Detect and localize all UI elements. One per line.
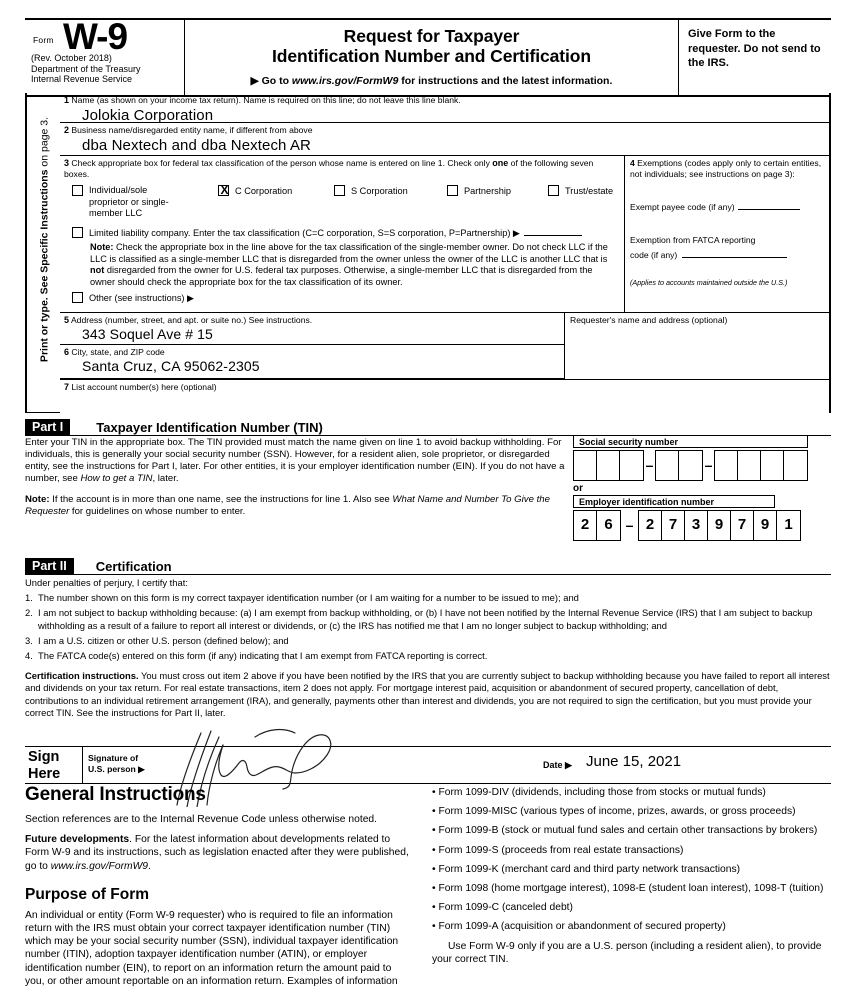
ein-digit-7[interactable]: 7	[731, 511, 754, 540]
ein-caption: Employer identification number	[573, 495, 775, 508]
certification-item-4-text: The FATCA code(s) entered on this form (if any) indicating that I am exempt from FATCA reporting is correct.	[38, 650, 488, 662]
purpose-of-form-heading: Purpose of Form	[25, 885, 150, 903]
exempt-payee-code-row	[630, 200, 826, 213]
signature-of-line-2: U.S. person ▶	[88, 763, 145, 774]
ssn-digit-9[interactable]	[784, 451, 807, 480]
line-3-label-row	[60, 156, 612, 179]
llc-note-text-2: disregarded from the owner for U.S. federal tax purposes. Otherwise, a single-member LLC that is disregarded from the owner should check the appropriate box for the tax classification of its owner.	[90, 265, 593, 287]
certification-item-3	[25, 635, 831, 647]
line-6-city-state-zip-row	[60, 345, 565, 379]
line-3-classification-row	[60, 156, 831, 313]
checkbox-c-corporation[interactable]	[218, 185, 292, 196]
date-value[interactable]: June 15, 2021	[586, 753, 682, 770]
bullet-1099-k: • Form 1099-K (merchant card and third party network transactions)	[432, 863, 741, 875]
fatca-applies-note: (Applies to accounts maintained outside the U.S.)	[630, 277, 788, 287]
checkbox-label-trust-estate: Trust/estate	[565, 186, 614, 196]
ein-digit-6[interactable]: 9	[708, 511, 731, 540]
llc-note-bold: Note:	[90, 242, 114, 252]
part-2-title: Certification	[95, 559, 172, 574]
bullet-1099-b: • Form 1099-B (stock or mutual fund sales and certain other transactions by brokers)	[432, 825, 818, 837]
goto-suffix: for instructions and the latest information.	[398, 75, 613, 87]
sidebar-vertical-text	[39, 80, 52, 400]
ssn-group-1[interactable]	[573, 450, 644, 481]
tin-entry-area	[573, 435, 808, 541]
section-references-paragraph: Section references are to the Internal Revenue Code unless otherwise noted.	[25, 814, 378, 825]
ein-group-2[interactable]	[638, 510, 801, 541]
checkbox-box-partnership[interactable]	[447, 185, 458, 196]
bullet-1099-div: • Form 1099-DIV (dividends, including those from stocks or mutual funds)	[432, 787, 766, 798]
line-6-label-row	[60, 345, 564, 358]
line-1-number: 1	[64, 95, 70, 105]
part-1-instructions	[25, 437, 565, 519]
checkbox-label-llc: Limited liability company. Enter the tax classification (C=C corporation, S=S corporation, P=Partnership) ▶	[89, 228, 520, 238]
ein-digit-4[interactable]: 7	[662, 511, 685, 540]
ein-cell-group[interactable]	[573, 510, 808, 541]
llc-classification-input[interactable]	[524, 226, 582, 236]
checkbox-other[interactable]	[72, 292, 194, 304]
line-1-label: Name (as shown on your income tax return). Name is required on this line; do not leave this line blank.	[71, 95, 461, 105]
ssn-digit-1[interactable]	[574, 451, 597, 480]
ein-digit-5[interactable]: 3	[685, 511, 708, 540]
use-form-w9-closing-paragraph: Use Form W-9 only if you are a U.S. person (including a resident alien), to provide your correct TIN.	[432, 940, 822, 965]
tin-or-separator: or	[573, 483, 583, 494]
line-7-number: 7	[64, 382, 70, 392]
ein-digit-2[interactable]: 6	[604, 516, 613, 533]
certification-item-1-text: The number shown on this form is my correct taxpayer identification number (or I am waiting for a number to be issued to me); and	[38, 592, 579, 604]
ssn-digit-3[interactable]	[620, 451, 643, 480]
line-5-value[interactable]: 343 Soquel Ave # 15	[82, 325, 213, 342]
fatca-code-input[interactable]	[682, 248, 787, 258]
line-4-number: 4	[630, 158, 635, 168]
bullet-1099-c: • Form 1099-C (canceled debt)	[432, 902, 573, 914]
form-word-label: Form	[33, 35, 54, 45]
line-5-address-cell	[60, 313, 565, 345]
line-2-label: Business name/disregarded entity name, if different from above	[71, 125, 313, 135]
signature-row	[25, 746, 831, 784]
future-developments-text: . For the latest information about developments related to Form W-9 and its instructions, such as legislation enacted after they were published, go to	[25, 834, 409, 872]
fatca-code-row	[630, 248, 826, 261]
ssn-caption: Social security number	[573, 435, 808, 448]
signature-field[interactable]	[83, 747, 383, 783]
certification-intro: Under penalties of perjury, I certify that:	[25, 577, 188, 588]
checkbox-label-partnership: Partnership	[464, 186, 511, 196]
goto-prefix: ▶ Go to	[250, 75, 292, 87]
line-2-label-row	[60, 123, 831, 136]
line-1-name-row	[60, 93, 831, 123]
ssn-group-3[interactable]	[714, 450, 808, 481]
general-instructions-heading: General Instructions	[25, 784, 206, 805]
ssn-digit-6[interactable]	[715, 451, 738, 480]
date-label: Date ▶	[543, 760, 572, 770]
print-or-type-sidebar	[25, 93, 60, 413]
certification-item-2	[25, 607, 831, 631]
ein-group-1[interactable]	[573, 510, 621, 541]
line-2-business-name-row	[60, 123, 831, 156]
future-developments-end: .	[148, 860, 151, 872]
part-1-body-italic: How to get a TIN	[80, 473, 153, 485]
fatca-reporting-label: Exemption from FATCA reporting	[630, 234, 756, 245]
form-title-line-2: Identification Number and Certification	[272, 46, 591, 66]
part-2-tag: Part II	[25, 558, 74, 574]
ssn-digit-8[interactable]	[761, 451, 784, 480]
line-7-label: List account number(s) here (optional)	[71, 382, 217, 392]
ssn-group-2[interactable]	[655, 450, 703, 481]
ssn-digit-7[interactable]	[738, 451, 761, 480]
certification-item-2-number: 2.	[25, 607, 33, 619]
line-6-value[interactable]: Santa Cruz, CA 95062-2305	[82, 357, 260, 374]
checkbox-box-other[interactable]	[72, 292, 83, 303]
part-1-title: Taxpayer Identification Number (TIN)	[96, 420, 323, 435]
certification-item-2-text: I am not subject to backup withholding because: (a) I am exempt from backup withholding, or (b) I have not been notified by the Internal Revenue Service (IRS) that I am subject to backup withholding as a result of a failure to report all interest or dividends, or (c) the IRS has notified me that I am no longer subject to backup withholding; and	[38, 607, 813, 631]
ein-digit-8[interactable]: 9	[754, 511, 777, 540]
checkbox-label-individual: Individual/sole proprietor or single-member LLC	[89, 185, 169, 218]
line-3-label-a: Check appropriate box for federal tax classification of the person whose name is entered on line 1. Check only	[71, 158, 493, 168]
sign-here-label	[25, 747, 83, 783]
line-5-number: 5	[64, 315, 70, 325]
checkbox-label-other: Other (see instructions) ▶	[89, 293, 195, 303]
sign-here-line-2: Here	[28, 766, 61, 782]
ein-digit-9[interactable]: 1	[784, 516, 793, 533]
line-5-address-row	[60, 313, 831, 345]
fatca-label-row	[630, 235, 826, 246]
tax-classification-area	[60, 156, 625, 313]
bullet-1098: • Form 1098 (home mortgage interest), 1098-E (student loan interest), 1098-T (tuition)	[432, 883, 824, 895]
certification-item-3-number: 3.	[25, 634, 33, 646]
certification-instructions-text: You must cross out item 2 above if you have been notified by the IRS that you are currently subject to backup withholding because you have failed to report all interest and dividends on your tax return. For real estate transactions, item 2 does not apply. For mortgage interest paid, acquisition or abandonment of secured property, cancellation of debt, contributions to an individual retirement arrangement (IRA), and generally, payments other than interest and dividends, you are not required to sign the certification, but you must provide your correct TIN. See the instructions for Part II, later.	[25, 670, 830, 718]
llc-note-text: Check the appropriate box in the line above for the tax classification of the single-member owner. Do not check LLC if the LLC is classified as a single-member LLC that is disregarded from the owner unless the owner of the LLC is another LLC that is	[90, 242, 608, 264]
checkbox-box-trust-estate[interactable]	[548, 185, 559, 196]
fatca-code-label: code (if any)	[630, 250, 678, 261]
certification-item-3-text: I am a U.S. citizen or other U.S. person (defined below); and	[38, 634, 289, 646]
ssn-digit-5[interactable]	[679, 451, 702, 480]
department-line-2: Internal Revenue Service	[31, 74, 133, 85]
part-1-note-italic: What Name and Number To Give the Requester	[25, 494, 550, 518]
give-form-notice: Give Form to the requester. Do not send to the IRS.	[688, 28, 821, 70]
ssn-dash-1: –	[645, 457, 654, 473]
requester-label: Requester's name and address (optional)	[570, 315, 728, 325]
exempt-payee-code-input[interactable]	[738, 200, 800, 210]
ein-digit-3[interactable]: 2	[639, 511, 662, 540]
llc-note-bold-2: not	[90, 265, 105, 276]
department-line-1: Department of the Treasury	[31, 63, 141, 74]
bullet-1099-misc: • Form 1099-MISC (various types of income, prizes, awards, or gross proceeds)	[432, 806, 796, 818]
certification-instructions-bold: Certification instructions.	[25, 670, 139, 682]
line-1-label-row	[60, 93, 831, 106]
irs-goto-line	[185, 75, 678, 87]
checkbox-s-corporation[interactable]	[334, 185, 408, 196]
checkbox-label-s-corporation: S Corporation	[351, 186, 408, 196]
line-2-value[interactable]: dba Nextech and dba Nextech AR	[82, 136, 311, 154]
line-6-number: 6	[64, 347, 70, 357]
future-developments-paragraph	[25, 833, 410, 873]
ssn-dash-2: –	[704, 457, 713, 473]
line-7-label-row	[60, 380, 831, 393]
checkbox-limited-liability-company[interactable]	[72, 226, 582, 239]
goto-url[interactable]: www.irs.gov/FormW9	[291, 75, 399, 87]
part-1-note-end: for guidelines on whose number to enter.	[69, 506, 246, 518]
ein-digit-1[interactable]: 2	[574, 511, 597, 540]
ssn-digit-2[interactable]	[597, 451, 620, 480]
bullet-1099-a: • Form 1099-A (acquisition or abandonment of secured property)	[432, 921, 726, 933]
part-1-tag: Part I	[25, 419, 70, 435]
future-developments-bold: Future developments	[25, 834, 130, 846]
sidebar-line-2-bold: See Specific Instructions	[38, 169, 51, 295]
line-7-account-numbers-row	[60, 379, 831, 413]
checkbox-individual-sole-proprietor[interactable]	[72, 185, 187, 220]
ssn-cell-group[interactable]	[573, 450, 808, 481]
line-2-number: 2	[64, 125, 70, 135]
checkbox-box-c-corporation[interactable]	[218, 185, 229, 196]
line-4-label-row	[630, 158, 826, 179]
certification-item-4-number: 4.	[25, 650, 33, 662]
line-3-number: 3	[64, 158, 70, 168]
part-1-note-bold: Note:	[25, 494, 50, 506]
certification-item-1-number: 1.	[25, 592, 33, 604]
header-title-block	[185, 20, 679, 95]
part-1-body-text: Enter your TIN in the appropriate box. The TIN provided must match the name given on line 1 to avoid backup withholding. For individuals, this is generally your social security number (SSN). However, for a resident alien, sole proprietor, or disregarded entity, see the instructions for Part I, later. For other entities, it is your employer identification number (EIN). If you do not have a number, see	[25, 437, 565, 485]
part-1-body-end: , later.	[152, 473, 179, 485]
exempt-payee-code-label: Exempt payee code (if any)	[630, 202, 735, 213]
general-instructions-column	[25, 784, 410, 995]
llc-note-block	[90, 242, 618, 288]
part-1-header	[25, 419, 831, 436]
form-header	[25, 18, 831, 97]
line-7-value[interactable]	[60, 393, 831, 394]
form-entry-area	[60, 93, 831, 413]
checkbox-box-s-corporation[interactable]	[334, 185, 345, 196]
checkbox-label-c-corporation: C Corporation	[235, 186, 293, 196]
date-field[interactable]	[383, 747, 831, 783]
bullet-1099-s: • Form 1099-S (proceeds from real estate transactions)	[432, 844, 684, 856]
information-returns-bullet-column	[432, 786, 832, 966]
requester-value[interactable]	[570, 325, 831, 326]
checkbox-box-individual[interactable]	[72, 185, 83, 196]
checkbox-box-llc[interactable]	[72, 227, 83, 238]
certification-item-4	[25, 650, 831, 662]
line-3-label-b: of the following seven boxes.	[64, 158, 594, 179]
part-1-paragraph	[25, 437, 565, 485]
revision-date: (Rev. October 2018)	[31, 53, 112, 63]
sign-here-line-1: Sign	[28, 749, 60, 765]
part-2-header	[25, 558, 831, 575]
part-1-note-text: If the account is in more than one name, see the instructions for line 1. Also see	[49, 494, 393, 506]
signature-of-line-1: Signature of	[88, 753, 139, 763]
line-5-label: Address (number, street, and apt. or suite no.) See instructions.	[70, 315, 313, 325]
form-number: W-9	[63, 16, 128, 57]
part-1-note	[25, 494, 565, 518]
form-title-line-1: Request for Taxpayer	[343, 26, 520, 46]
sidebar-line-1: Print or type.	[38, 297, 51, 363]
sidebar-line-2-rest: on page 3.	[38, 116, 51, 170]
line-5-label-row	[60, 313, 564, 326]
line-6-label: City, state, and ZIP code	[71, 347, 165, 357]
line-4-exemptions-area	[625, 156, 831, 313]
future-developments-url[interactable]: www.irs.gov/FormW9	[50, 860, 149, 872]
checkbox-trust-estate[interactable]	[548, 185, 613, 196]
line-4-label: Exemptions (codes apply only to certain entities, not individuals; see instructions on page 3):	[630, 158, 822, 179]
purpose-of-form-paragraph: An individual or entity (Form W-9 requester) who is required to file an information return with the IRS must obtain your correct taxpayer identification number (TIN) which may be your social security number (SSN), individual taxpayer identification number (ITIN), adoption taxpayer identification number (ATIN), or employer identification number (EIN), to report on an information return the amount paid to you, or other amount reportable on an information return. Examples of information	[25, 909, 399, 987]
line-1-value[interactable]: Jolokia Corporation	[82, 106, 214, 124]
ssn-digit-4[interactable]	[656, 451, 679, 480]
part-2-certification-body	[25, 577, 831, 719]
line-3-label-bold: one	[492, 158, 509, 168]
certification-item-1	[25, 592, 831, 604]
certification-instructions	[25, 670, 831, 719]
checkbox-partnership[interactable]	[447, 185, 511, 196]
ein-dash: –	[625, 517, 634, 533]
